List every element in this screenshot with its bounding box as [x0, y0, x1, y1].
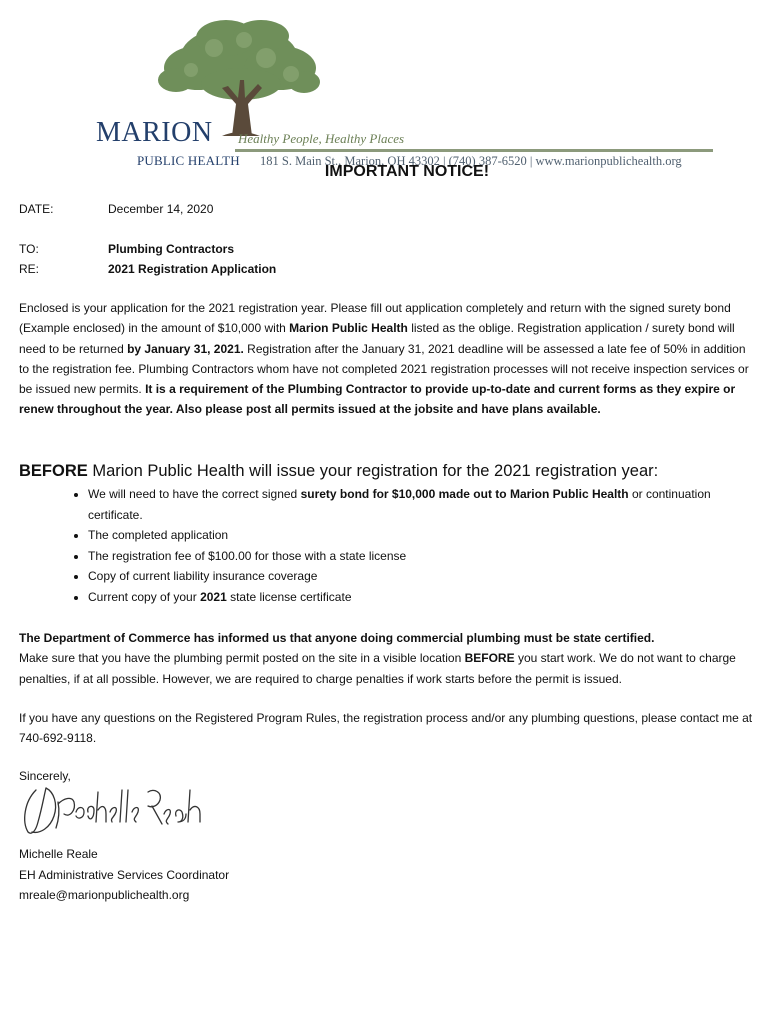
re-label: RE:	[19, 262, 40, 276]
signer-name: Michelle Reale	[19, 847, 98, 861]
intro-text-1: Enclosed is your application for the 2021 registration year. Please fill out application completely and return with the signed surety bond (Example enclosed) in the amount of $10,000 with	[19, 301, 731, 336]
intro-bold-2: by January 31, 2021.	[127, 341, 244, 356]
letterhead	[90, 18, 720, 168]
item-text: The registration fee of $100.00 for those with a state license	[88, 548, 407, 563]
item-text: state license certificate	[226, 589, 352, 604]
to-label: TO:	[19, 242, 39, 256]
list-item	[88, 484, 748, 525]
commerce-text-1: Make sure that you have the plumbing permit posted on the site in a visible location	[19, 651, 465, 666]
date-value: December 14, 2020	[108, 202, 214, 216]
intro-paragraph	[19, 298, 754, 420]
intro-text-3: Registration after the January 31, 2021 deadline will be assessed a late fee of 50% in addition to the registration fee. Plumbing Contractors whom have not completed 2021 registration processes will not receive inspection services or be issued new permits.	[19, 341, 749, 397]
salutation: Sincerely,	[19, 769, 71, 783]
item-text: The completed application	[88, 528, 229, 543]
commerce-bold-before: BEFORE	[464, 651, 515, 666]
list-item	[88, 566, 748, 587]
before-rest: Marion Public Health will issue your registration for the 2021 registration year:	[87, 462, 659, 480]
to-value: Plumbing Contractors	[108, 242, 235, 256]
intro-bold-3: It is a requirement of the Plumbing Contractor to provide up-to-date and current forms as they expire or renew throughout the year. Also please post all permits issued at the jobsite and have plans available.	[19, 382, 736, 417]
date-label: DATE:	[19, 202, 54, 216]
handwritten-signature	[14, 782, 204, 838]
item-bold: surety bond for $10,000 made out to Marion Public Health	[300, 487, 629, 501]
item-text: or continuation certificate.	[88, 487, 711, 522]
letterhead-rule	[235, 149, 713, 152]
commerce-text-2: you start work. We do not want to charge penalties, if at all possible. However, we are required to charge penalties if work starts before the permit is issued.	[19, 651, 736, 686]
signer-block	[19, 844, 229, 906]
list-item	[88, 525, 748, 546]
requirements-list	[60, 484, 748, 608]
tagline: Healthy People, Healthy Places	[238, 131, 405, 146]
item-text: Current copy of your	[88, 589, 201, 604]
signer-email: mreale@marionpublichealth.org	[19, 888, 190, 902]
contact-address: 181 S. Main St., Marion, OH 43302 | (740) 387-6520 | www.marionpublichealth.org	[260, 154, 682, 168]
before-bold: BEFORE	[19, 462, 88, 480]
intro-bold-1: Marion Public Health	[289, 321, 408, 336]
intro-text-2: listed as the oblige. Registration application / surety bond will need to be returned	[19, 321, 735, 356]
org-subtitle: PUBLIC HEALTH	[137, 153, 240, 168]
questions-paragraph: If you have any questions on the Registered Program Rules, the registration process and/or any plumbing questions, please contact me at 740-692-9118.	[19, 711, 753, 746]
commerce-paragraph	[19, 628, 754, 689]
item-bold: 2021	[200, 589, 227, 604]
re-value: 2021 Registration Application	[108, 262, 277, 276]
before-heading	[19, 460, 754, 482]
item-text: Copy of current liability insurance coverage	[88, 569, 318, 584]
commerce-bold-line: The Department of Commerce has informed us that anyone doing commercial plumbing must be state certified.	[19, 631, 655, 645]
list-item	[88, 587, 748, 608]
signer-title: EH Administrative Services Coordinator	[19, 867, 230, 882]
list-item	[88, 546, 748, 567]
notice-title: IMPORTANT NOTICE!	[324, 163, 490, 180]
item-text: We will need to have the correct signed	[88, 487, 301, 501]
org-name: MARION	[96, 117, 213, 148]
